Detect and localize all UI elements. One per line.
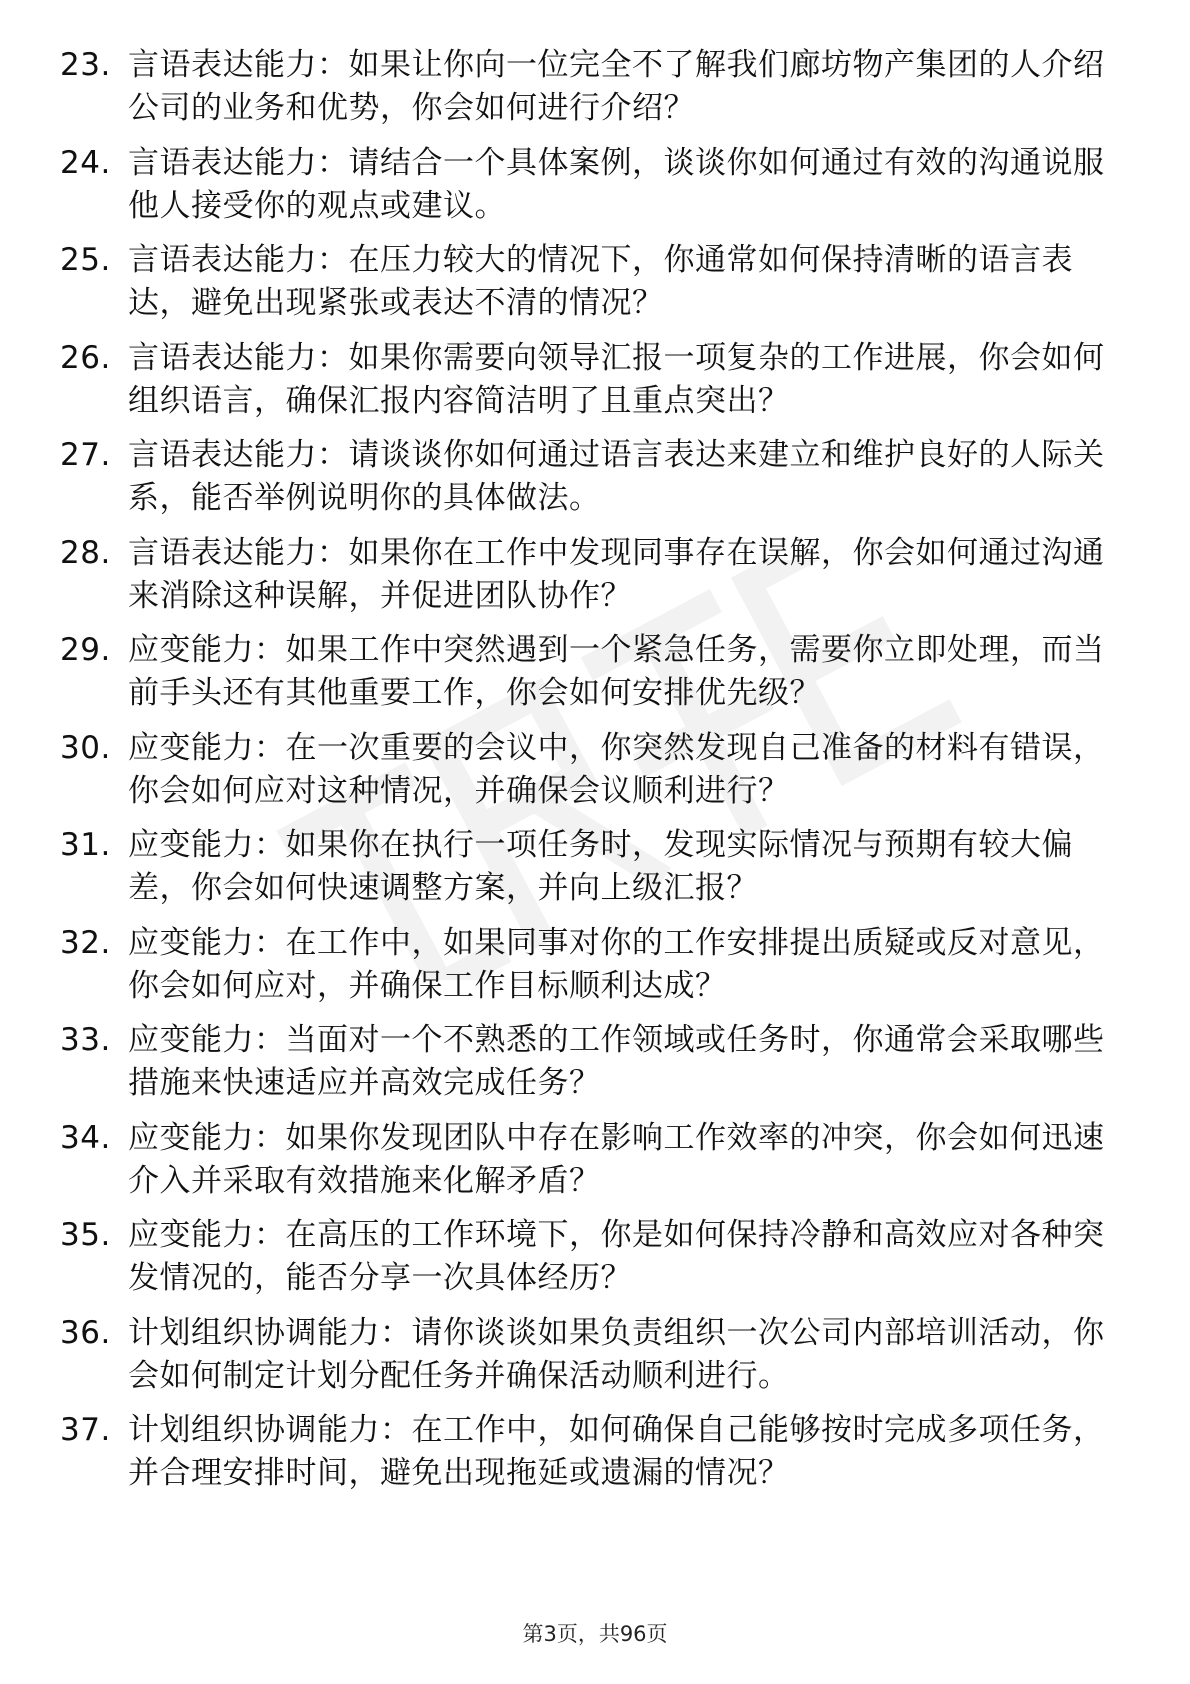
question-text: 言语表达能力：在压力较大的情况下，你通常如何保持清晰的语言表达，避免出现紧张或表达不清的情况？	[128, 242, 1073, 321]
question-item	[60, 922, 1135, 1008]
question-number: 24.	[60, 144, 111, 181]
question-item	[60, 824, 1135, 910]
question-number: 32.	[60, 924, 111, 961]
question-text: 言语表达能力：如果你在工作中发现同事存在误解，你会如何通过沟通来消除这种误解，并促进团队协作？	[128, 534, 1105, 614]
question-text: 言语表达能力：请谈谈你如何通过语言表达来建立和维护良好的人际关系，能否举例说明你的具体做法。	[128, 437, 1105, 516]
question-item	[60, 1214, 1135, 1300]
question-text: 应变能力：在一次重要的会议中，你突然发现自己准备的材料有错误，你会如何应对这种情况，并确保会议顺利进行？	[128, 729, 1105, 809]
question-text: 应变能力：如果你发现团队中存在影响工作效率的冲突，你会如何迅速介入并采取有效措施来化解矛盾？	[128, 1119, 1105, 1199]
question-number: 34.	[60, 1119, 111, 1156]
question-item	[60, 142, 1135, 228]
question-text: 计划组织协调能力：在工作中，如何确保自己能够按时完成多项任务，并合理安排时间，避免出现拖延或遗漏的情况？	[128, 1412, 1105, 1491]
question-number: 31.	[60, 827, 111, 863]
question-text: 应变能力：如果你在执行一项任务时，发现实际情况与预期有较大偏差，你会如何快速调整方案，并向上级汇报？	[128, 827, 1073, 906]
question-number: 28.	[60, 534, 111, 571]
question-list	[60, 44, 1135, 1507]
question-text: 言语表达能力：请结合一个具体案例，谈谈你如何通过有效的沟通说服他人接受你的观点或建议。	[128, 144, 1105, 224]
question-number: 35.	[60, 1217, 111, 1253]
question-text: 应变能力：如果工作中突然遇到一个紧急任务，需要你立即处理，而当前手头还有其他重要工作，你会如何安排优先级？	[128, 632, 1105, 711]
question-item	[60, 239, 1135, 325]
question-text: 言语表达能力：如果你需要向领导汇报一项复杂的工作进展，你会如何组织语言，确保汇报内容简洁明了且重点突出？	[128, 339, 1105, 419]
question-number: 37.	[60, 1412, 111, 1448]
question-number: 27.	[60, 437, 111, 473]
question-item	[60, 337, 1135, 423]
page-number-footer: 第3页，共96页	[522, 1622, 668, 1646]
question-item	[60, 44, 1135, 130]
question-item	[60, 629, 1135, 715]
question-item	[60, 727, 1135, 813]
question-item	[60, 532, 1135, 618]
question-number: 36.	[60, 1314, 111, 1351]
question-item	[60, 1117, 1135, 1203]
question-item	[60, 1409, 1135, 1495]
question-item	[60, 1312, 1135, 1398]
question-number: 25.	[60, 242, 111, 278]
question-number: 26.	[60, 339, 111, 376]
question-number: 33.	[60, 1022, 111, 1058]
question-text: 应变能力：当面对一个不熟悉的工作领域或任务时，你通常会采取哪些措施来快速适应并高效完成任务？	[128, 1022, 1105, 1101]
question-text: 应变能力：在高压的工作环境下，你是如何保持冷静和高效应对各种突发情况的，能否分享一次具体经历？	[128, 1217, 1105, 1296]
question-text: 言语表达能力：如果让你向一位完全不了解我们廊坊物产集团的人介绍公司的业务和优势，你会如何进行介绍？	[128, 47, 1105, 126]
question-number: 30.	[60, 729, 111, 766]
question-text: 计划组织协调能力：请你谈谈如果负责组织一次公司内部培训活动，你会如何制定计划分配任务并确保活动顺利进行。	[128, 1314, 1105, 1394]
question-number: 23.	[60, 47, 111, 83]
question-item	[60, 1019, 1135, 1105]
question-item	[60, 434, 1135, 520]
question-text: 应变能力：在工作中，如果同事对你的工作安排提出质疑或反对意见，你会如何应对，并确保工作目标顺利达成？	[128, 924, 1105, 1004]
question-number: 29.	[60, 632, 111, 668]
